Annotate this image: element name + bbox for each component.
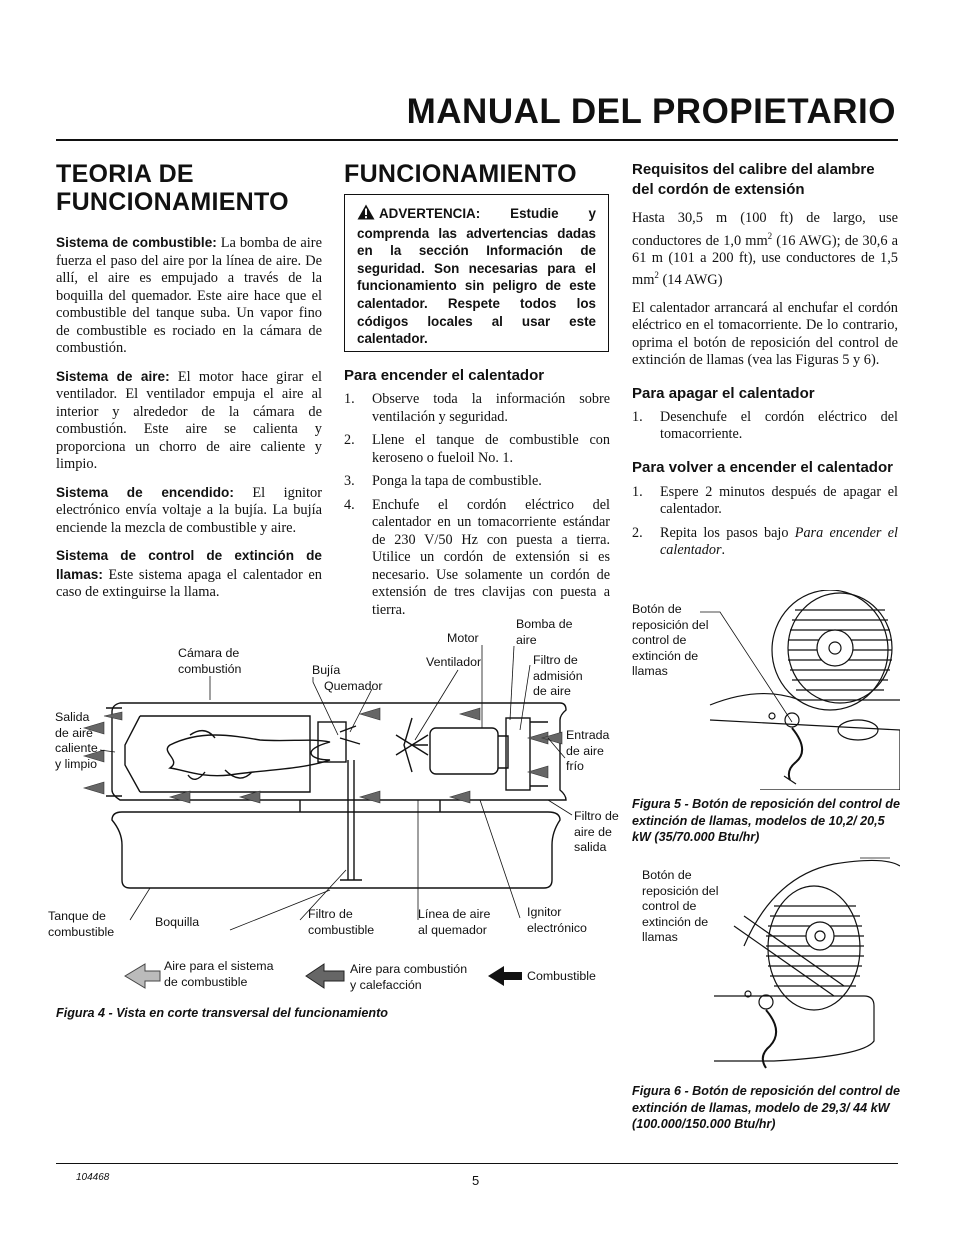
label-quemador: Quemador <box>324 679 383 693</box>
label-ventilador: Ventilador <box>426 655 482 669</box>
warning-text: ADVERTENCIA: Estudie y comprenda las advertencias dadas en la sección Información de seguridad. Son necesarias para el funcionamiento sin peligro de este calentador. Respete todos los códigos locales al usar este calentador. <box>357 206 596 347</box>
requisitos-paragraph-1: Hasta 30,5 m (100 ft) de largo, use conductores de 1,0 $mm^2$ (16 AWG); de 30,6 a 61 m (101 a 200 ft), use conductores de 1,5 $mm^2$ (14 AWG) <box>632 210 899 289</box>
encender-title: Para encender el calentador <box>344 367 545 384</box>
figure-4-caption: Figura 4 - Vista en corte transversal del funcionamiento <box>56 1006 388 1020</box>
figure-6-caption: Figura 6 - Botón de reposición del control de extinción de llamas, modelo de 29,3/ 44 kW (100.000/150.000 Btu/hr) <box>632 1084 900 1131</box>
paragraph-combustible: Sistema de combustible: La bomba de aire fuerza el paso del aire por la línea de aire. De allí, el aire es empujado a través de la boquilla del quemador. Este aire hace que el combustible del tanque suba. Un vapor fino de combustible es rociado en la cámara de combustión. <box>56 235 322 356</box>
requisitos-title: Requisitos del calibre del alambre del cordón de extensión <box>632 161 875 198</box>
paragraph-aire: Sistema de aire: El motor hace girar el ventilador. El ventilador empuja el aire al interior y alrededor de la cámara de combustión. Este aire se calienta y proporciona un chorro de aire caliente y limpio. <box>56 368 322 472</box>
label-filtro-admision: Filtro de admisión de aire <box>533 653 583 698</box>
label-entrada: Entrada de aire frío <box>566 728 610 773</box>
label-salida: Salida de aire caliente y limpio <box>55 710 98 771</box>
page-number: 5 <box>472 1173 480 1188</box>
list-item: 1. Espere 2 minutos después de apagar el calentador. <box>632 483 898 518</box>
list-item: 2. Llene el tanque de combustible con keroseno o fueloil No. 1. <box>344 432 610 466</box>
label-camara: Cámara de combustión <box>178 646 242 676</box>
paragraph-encendido: Sistema de encendido: El ignitor electrónico envía voltaje a la bujía. La bujía enciende la mezcla de combustible y aire. <box>56 484 323 536</box>
section-title-teoria: TEORIA DE FUNCIONAMIENTO <box>56 160 289 216</box>
volver-title: Para volver a encender el calentador <box>632 458 893 476</box>
label-bujia: Bujía <box>312 663 341 677</box>
paragraph-control: Sistema de control de extinción de llamas: Este sistema apaga el calentador en caso de extinguirse la llama. <box>56 548 322 600</box>
figure-6-illustration <box>714 856 900 1076</box>
label-bomba: Bomba de aire <box>516 617 573 647</box>
legend-aire-combustion: Aire para combustión y calefacción <box>350 962 468 992</box>
label-boquilla: Boquilla <box>155 915 200 929</box>
list-item: 4. Enchufe el cordón eléctrico del calentador en un tomacorriente estándar de 230 V/50 Hz con puesta a tierra. Utilice un cordón de extensión si es necesario. Use solamente un cordón de extensión de tres clavijas con puesta a tierra. <box>344 496 610 618</box>
figure-5-label: Botón de reposición del control de extinción de llamas <box>632 602 709 678</box>
legend-combustible: Combustible <box>527 969 596 983</box>
requisitos-paragraph-2: El calentador arrancará al enchufar el cordón eléctrico en el tomacorriente. De lo contrario, oprima el botón de reposición del control de extinción de llamas (vea las Figuras 5 y 6). <box>632 299 898 369</box>
section-title-funcionamiento: FUNCIONAMIENTO <box>344 160 577 188</box>
page-header-title: MANUAL DEL PROPIETARIO <box>406 92 896 131</box>
figure-6-label: Botón de reposición del control de extinción de llamas <box>642 868 719 944</box>
legend-aire-sistema: Aire para el sistema de combustible <box>164 959 274 989</box>
list-item: 1. Desenchufe el cordón eléctrico del tomacorriente. <box>632 408 898 443</box>
label-motor: Motor <box>447 631 479 645</box>
label-filtro-salida: Filtro de aire de salida <box>574 809 619 854</box>
apagar-title: Para apagar el calentador <box>632 384 815 402</box>
list-item: 2. Repita los pasos bajo Para encender el calentador. <box>632 524 899 559</box>
label-tanque: Tanque de combustible <box>48 909 115 939</box>
footer-rule <box>56 1163 898 1164</box>
label-ignitor: Ignitor electrónico <box>527 905 587 935</box>
label-filtro-combustible: Filtro de combustible <box>308 907 375 937</box>
list-item: 1. Observe toda la información sobre ventilación y seguridad. <box>344 391 610 425</box>
document-code: 104468 <box>76 1172 110 1183</box>
list-item: 3. Ponga la tapa de combustible. <box>344 473 542 489</box>
figure-5-caption: Figura 5 - Botón de reposición del control de extinción de llamas, modelos de 10,2/ 20,5 kW (35/70.000 Btu/hr) <box>632 797 900 844</box>
label-linea-aire: Línea de aire al quemador <box>418 907 491 937</box>
